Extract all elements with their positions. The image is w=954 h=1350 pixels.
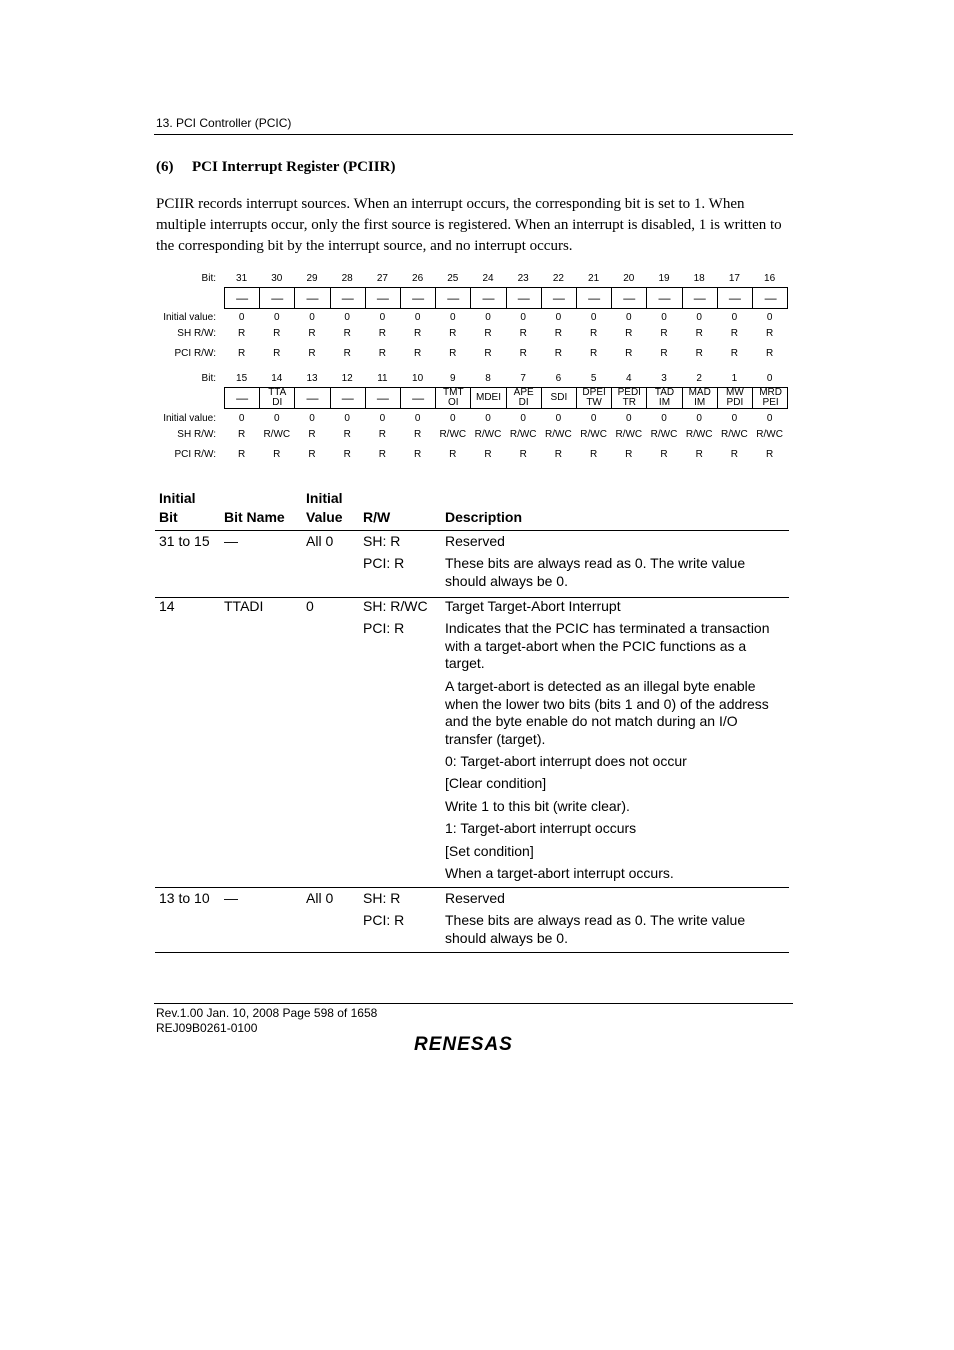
upper-sh-rw: R [237, 328, 246, 339]
upper-pci-rw: R [625, 348, 633, 359]
upper-bit-name-cell: — [225, 288, 260, 308]
upper-sh-rw: R [484, 328, 492, 339]
row2-sh: SH: R/WC [363, 598, 428, 614]
upper-bit-number: 27 [376, 273, 388, 284]
lower-bit-number: 12 [341, 373, 353, 384]
lower-bit-name-cell: — [366, 388, 401, 408]
lower-bit-name-cell: MW PDI [718, 388, 753, 408]
lower-pci-rw: R [589, 449, 598, 460]
lower-pci-rw: R [554, 449, 562, 460]
section-number: (6) [156, 159, 174, 175]
th-rw: R/W [363, 509, 391, 525]
upper-pci-rw: R [695, 348, 703, 359]
upper-sh-rw: R [343, 328, 351, 339]
row2-name: TTADI [224, 598, 264, 614]
lower-pci-label: PCI R/W: [174, 449, 216, 460]
lower-bit-number: 4 [626, 373, 632, 384]
lower-pci-rw: R [625, 449, 633, 460]
row2-rule [155, 887, 789, 888]
lower-sh-rw: R/WC [756, 429, 783, 440]
footer-rule [154, 1003, 793, 1004]
upper-pci-rw: R [484, 348, 492, 359]
lower-bit-number: 15 [236, 373, 248, 384]
lower-bit-name-cell: PEDI TR [612, 388, 647, 408]
lower-pci-rw: R [449, 449, 457, 460]
lower-pci-rw: R [484, 449, 492, 460]
th-description: Description [445, 509, 523, 525]
lower-initial-value: 0 [661, 413, 667, 424]
upper-bit-name-cell: — [366, 288, 401, 308]
upper-bit-name-cell: — [260, 288, 295, 308]
lower-pci-rw: R [308, 449, 316, 460]
upper-initial-value: 0 [274, 312, 280, 323]
upper-initial-value: 0 [485, 312, 491, 323]
upper-pci-rw: R [343, 348, 351, 359]
upper-initial-value: 0 [555, 312, 562, 323]
section-title [156, 159, 395, 176]
row3-sh: SH: R [363, 890, 401, 906]
table-bottom-rule [155, 952, 789, 953]
upper-sh-rw: R [554, 328, 562, 339]
lower-sh-rw: R/WC [509, 429, 537, 440]
upper-bit-number: 19 [658, 273, 670, 284]
upper-bit-number: 25 [447, 273, 459, 284]
row1-sh: SH: R [363, 533, 401, 549]
upper-bit-number: 26 [412, 273, 424, 284]
lower-bit-name-cell: — [225, 388, 260, 408]
upper-initial-value: 0 [731, 312, 738, 323]
lower-sh-rw: R [343, 429, 351, 440]
lower-initial-value: 0 [731, 413, 738, 424]
lower-initial-value: 0 [555, 413, 562, 424]
lower-initial-value: 0 [766, 413, 773, 424]
row2-desc3: A target-abort is detected as an illegal byte enable when the lower two bits (bits 1 and 0) of the address and the byte enable do not match during an I/O transfer (target). [445, 678, 769, 747]
lower-initial-value: 0 [309, 413, 315, 424]
lower-sh-rw: R/WC [685, 429, 713, 440]
lower-initial-value: 0 [344, 413, 350, 424]
lower-bit-number: 13 [306, 373, 318, 384]
upper-bit-name-cell: — [507, 288, 542, 308]
upper-bit-number: 18 [693, 273, 705, 284]
row2-initial: 0 [306, 598, 314, 614]
upper-bit-number: 22 [552, 273, 564, 284]
row1-initial: All 0 [306, 533, 334, 549]
lower-bit-box [224, 387, 788, 409]
upper-bit-label: Bit: [201, 273, 216, 284]
upper-bit-number: 16 [764, 273, 776, 284]
table-header-rule [155, 530, 789, 531]
row3-pci: PCI: R [363, 912, 405, 928]
lower-initial-value: 0 [238, 413, 245, 424]
lower-sh-rw: R/WC [580, 429, 607, 440]
lower-initial-label: Initial value: [163, 413, 216, 424]
upper-bit-name-cell: — [612, 288, 647, 308]
lower-sh-rw: R/WC [474, 429, 502, 440]
upper-initial-value: 0 [696, 312, 702, 323]
lower-pci-rw: R [765, 449, 774, 460]
lower-initial-value: 0 [696, 413, 702, 424]
upper-sh-rw: R [273, 328, 281, 339]
upper-sh-rw: R [625, 328, 633, 339]
upper-bit-name-cell: — [331, 288, 366, 308]
lower-bit-name-cell: SDI [542, 388, 577, 408]
upper-initial-value: 0 [238, 312, 245, 323]
lower-bit-number: 9 [450, 373, 456, 384]
upper-initial-value: 0 [450, 312, 456, 323]
upper-pci-rw: R [660, 348, 668, 359]
row2-bit: 14 [159, 598, 175, 614]
lower-bit-name-cell: MDEI [471, 388, 506, 408]
running-header: 13. PCI Controller (PCIC) [156, 116, 292, 130]
upper-bit-number: 28 [341, 273, 353, 284]
lower-initial-value: 0 [379, 413, 386, 424]
lower-bit-name-cell: TTA DI [260, 388, 295, 408]
lower-bit-number: 8 [485, 373, 491, 384]
intro-paragraph: PCIIR records interrupt sources. When an interrupt occurs, the corresponding bit is set to 1. When multiple interrupts occur, only the first source is registered. When an interrupt is disabled, 1 is written to the corresponding bit by the interrupt source, and no interrupt occurs. [156, 196, 782, 254]
upper-bit-name-cell: — [401, 288, 436, 308]
lower-sh-rw: R [237, 429, 246, 440]
lower-bit-name-cell: — [295, 388, 330, 408]
lower-sh-label: SH R/W: [177, 429, 216, 440]
upper-initial-value: 0 [661, 312, 667, 323]
upper-initial-value: 0 [626, 312, 632, 323]
upper-sh-rw: R [765, 328, 774, 339]
row3-desc2: These bits are always read as 0. The write value should always be 0. [445, 912, 746, 946]
upper-bit-number: 21 [588, 273, 600, 284]
lower-bit-name-cell: TMT OI [436, 388, 471, 408]
upper-initial-value: 0 [309, 312, 315, 323]
upper-sh-rw: R [413, 328, 422, 339]
lower-bit-name-cell: MAD IM [683, 388, 718, 408]
th-initial-value-1: Initial [306, 490, 343, 506]
row3-name: — [224, 890, 238, 906]
lower-sh-rw: R/WC [650, 429, 678, 440]
lower-bit-number: 6 [555, 373, 562, 384]
upper-sh-rw: R [589, 328, 598, 339]
lower-bit-number: 10 [412, 373, 424, 384]
lower-initial-value: 0 [450, 413, 456, 424]
lower-sh-rw: R/WC [263, 429, 291, 440]
lower-pci-rw: R [378, 449, 386, 460]
lower-bit-name-cell: TAD IM [647, 388, 682, 408]
upper-initial-value: 0 [766, 312, 773, 323]
lower-pci-rw: R [343, 449, 351, 460]
upper-initial-value: 0 [379, 312, 386, 323]
lower-pci-rw: R [695, 449, 703, 460]
upper-bit-name-cell: — [683, 288, 718, 308]
upper-bit-name-cell: — [436, 288, 471, 308]
upper-bit-number: 17 [728, 273, 740, 284]
lower-pci-rw: R [237, 449, 246, 460]
th-initial-1: Initial [159, 490, 196, 506]
lower-sh-rw: R [413, 429, 422, 440]
row2-desc1: Target Target-Abort Interrupt [445, 598, 621, 614]
row3-desc1: Reserved [445, 890, 505, 906]
upper-sh-label: SH R/W: [177, 328, 216, 339]
upper-sh-rw: R [730, 328, 738, 339]
upper-pci-rw: R [273, 348, 281, 359]
lower-bit-number: 0 [766, 373, 773, 384]
lower-sh-rw: R/WC [721, 429, 748, 440]
lower-bit-name-cell: — [331, 388, 366, 408]
upper-pci-rw: R [730, 348, 738, 359]
renesas-logo: RENESAS [414, 1034, 513, 1055]
lower-bit-number: 11 [377, 373, 388, 384]
upper-initial-value: 0 [520, 312, 526, 323]
th-initial-value-2: Value [306, 509, 343, 525]
lower-bit-name-cell: APE DI [507, 388, 542, 408]
lower-bit-name-cell: MRD PEI [759, 387, 782, 408]
th-bit: Bit [159, 509, 178, 525]
lower-sh-rw: R/WC [545, 429, 572, 440]
upper-bit-name-cell: — [295, 288, 330, 308]
footer-revision: Rev.1.00 Jan. 10, 2008 Page 598 of 1658 [156, 1006, 378, 1020]
upper-pci-rw: R [308, 348, 316, 359]
lower-pci-rw: R [660, 449, 668, 460]
upper-sh-rw: R [449, 328, 457, 339]
row1-desc2: These bits are always read as 0. The write value should always be 0. [445, 555, 746, 589]
upper-pci-rw: R [519, 348, 527, 359]
lower-initial-value: 0 [626, 413, 632, 424]
section-title-text: PCI Interrupt Register (PCIIR) [192, 159, 396, 175]
upper-bit-number: 29 [306, 273, 318, 284]
lower-initial-value: 0 [414, 413, 421, 424]
row2-desc6: Write 1 to this bit (write clear). [445, 798, 630, 814]
th-bit-name: Bit Name [224, 509, 285, 525]
upper-pci-rw: R [589, 348, 598, 359]
lower-bit-number: 3 [661, 373, 667, 384]
upper-bit-name-cell: — [577, 288, 612, 308]
upper-pci-rw: R [554, 348, 562, 359]
upper-initial-value: 0 [344, 312, 350, 323]
lower-pci-rw: R [273, 449, 281, 460]
lower-bit-number: 14 [271, 373, 283, 384]
upper-initial-label: Initial value: [163, 312, 216, 323]
upper-initial-value: 0 [414, 312, 421, 323]
row1-desc1: Reserved [445, 533, 505, 549]
upper-pci-rw: R [378, 348, 386, 359]
lower-sh-rw: R [378, 429, 386, 440]
upper-sh-rw: R [695, 328, 703, 339]
footer-docnum: REJ09B0261-0100 [156, 1021, 258, 1035]
row1-name: — [224, 533, 238, 549]
row2-desc8: [Set condition] [445, 843, 534, 859]
row2-desc5: [Clear condition] [445, 775, 547, 791]
upper-bit-box [224, 287, 788, 309]
row3-bit: 13 to 10 [159, 890, 210, 906]
lower-initial-value: 0 [520, 413, 526, 424]
lower-bit-number: 2 [696, 373, 702, 384]
lower-pci-rw: R [519, 449, 527, 460]
row2-pci: PCI: R [363, 620, 405, 636]
lower-initial-value: 0 [590, 413, 597, 424]
lower-initial-value: 0 [485, 413, 491, 424]
upper-bit-number: 20 [623, 273, 635, 284]
upper-pci-rw: R [449, 348, 457, 359]
lower-bit-number: 7 [520, 373, 526, 384]
upper-sh-rw: R [378, 328, 386, 339]
upper-bit-name-cell: — [718, 288, 753, 308]
upper-pci-rw: R [413, 348, 422, 359]
upper-bit-name-cell: — [764, 291, 777, 305]
upper-pci-rw: R [237, 348, 246, 359]
lower-sh-rw: R/WC [439, 429, 467, 440]
upper-pci-rw: R [765, 348, 774, 359]
row1-pci: PCI: R [363, 555, 405, 571]
row2-desc4: 0: Target-abort interrupt does not occur [445, 753, 687, 769]
lower-bit-label: Bit: [201, 373, 216, 384]
lower-bit-number: 1 [731, 373, 738, 384]
row2-desc9: When a target-abort interrupt occurs. [445, 865, 674, 881]
row2-desc2: Indicates that the PCIC has terminated a transaction with a target-abort when the PCIC functions as a target. [445, 620, 770, 671]
lower-pci-rw: R [413, 449, 422, 460]
upper-sh-rw: R [308, 328, 316, 339]
header-rule [154, 134, 793, 135]
lower-pci-rw: R [730, 449, 738, 460]
upper-bit-number: 23 [517, 273, 529, 284]
lower-initial-value: 0 [274, 413, 280, 424]
upper-bit-name-cell: — [471, 288, 506, 308]
upper-sh-rw: R [519, 328, 527, 339]
lower-bit-name-cell: — [401, 388, 436, 408]
row3-initial: All 0 [306, 890, 334, 906]
lower-bit-number: 5 [590, 373, 597, 384]
row1-bit: 31 to 15 [159, 533, 210, 549]
upper-pci-label: PCI R/W: [174, 348, 216, 359]
lower-sh-rw: R [308, 429, 316, 440]
upper-bit-name-cell: — [542, 288, 577, 308]
upper-bit-number: 30 [271, 273, 283, 284]
upper-bit-number: 31 [236, 273, 248, 284]
lower-bit-name-cell: DPEI TW [577, 388, 612, 408]
upper-bit-name-cell: — [647, 288, 682, 308]
upper-sh-rw: R [660, 328, 668, 339]
row2-desc7: 1: Target-abort interrupt occurs [445, 820, 637, 836]
upper-bit-number: 24 [482, 273, 494, 284]
upper-initial-value: 0 [590, 312, 597, 323]
lower-sh-rw: R/WC [615, 429, 643, 440]
